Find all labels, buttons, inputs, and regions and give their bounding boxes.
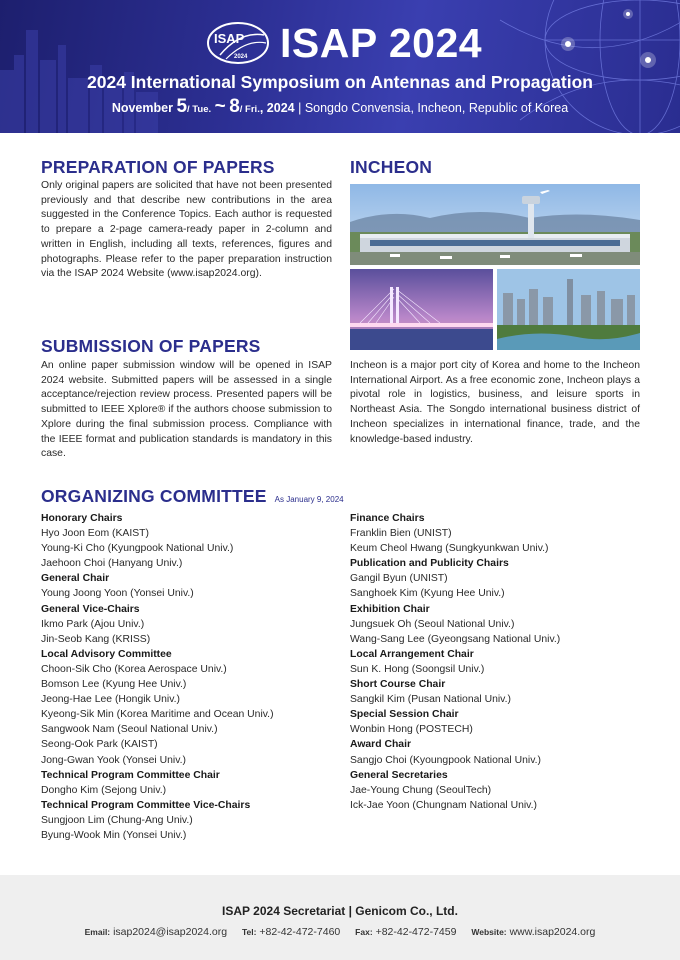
committee-member: Wang-Sang Lee (Gyeongsang National Univ.) [350,633,561,645]
tel-label: Tel: [241,927,257,937]
date-year: , 2024 [259,101,295,115]
date-tilde: ~ [214,96,226,117]
submission-heading: SUBMISSION OF PAPERS [41,336,261,356]
committee-member: Choon-Sik Cho (Korea Aerospace Univ.) [41,663,227,675]
incheon-heading: INCHEON [350,157,433,177]
isap-logo [206,21,270,65]
committee-heading [41,486,344,507]
email-contact [85,926,227,938]
website-label: Website: [471,927,507,937]
committee-member: Hyo Joon Eom (KAIST) [41,528,149,540]
committee-member: Bomson Lee (Kyung Hee Univ.) [41,679,187,691]
committee-role: General Secretaries [350,769,448,781]
committee-member: Sangwook Nam (Seoul National Univ.) [41,724,218,736]
committee-member: Young Joong Yoon (Yonsei Univ.) [41,588,194,600]
committee-member: Sangkil Kim (Pusan National Univ.) [350,694,511,706]
committee-role: Award Chair [350,739,412,751]
committee-member: Keum Cheol Hwang (Sungkyunkwan Univ.) [350,543,549,555]
email-value[interactable]: isap2024@isap2024.org [113,926,228,938]
committee-member: Ikmo Park (Ajou Univ.) [41,618,145,630]
committee-role: Local Advisory Committee [41,648,172,660]
committee-right-column [350,511,650,813]
committee-role: General Chair [41,573,110,585]
logo-text: ISAP [214,31,245,46]
committee-role: Honorary Chairs [41,513,123,524]
committee-role: Finance Chairs [350,513,425,524]
incheon-bridge-photo [350,269,493,350]
committee-member: Sanghoek Kim (Kyung Hee Univ.) [350,588,505,600]
fax-value: +82-42-472-7459 [375,926,457,938]
tel-contact [242,926,340,938]
header-banner [0,0,680,133]
committee-member: Jae-Young Chung (SeoulTech) [350,784,492,796]
symposium-subtitle: 2024 International Symposium on Antennas and Propagation [87,72,593,92]
committee-member: Young-Ki Cho (Kyungpook National Univ.) [41,543,234,555]
logo-year: 2024 [234,54,248,60]
committee-member: Franklin Bien (UNIST) [350,528,452,540]
date-start-dow: / Tue. [187,104,212,115]
tel-value: +82-42-472-7460 [259,926,341,938]
committee-member: Gangil Byun (UNIST) [350,573,448,585]
email-label: Email: [84,927,111,937]
committee-role: Technical Program Committee Vice-Chairs [41,799,251,811]
committee-date-note: As January 9, 2024 [274,495,344,504]
date-end-dow: / Fri. [239,104,260,115]
submission-body: An online paper submission window will be opened in ISAP 2024 website. Submitted papers will be assessed in a single acceptance/rejection review process. Presented papers will be submitted to IEEE Xplore® if the authors choose submission to Xplore during the final submission process. Compliance with the IEEE format and publication standards is mandatory in this case. [41,360,332,460]
committee-role: Short Course Chair [350,679,446,691]
preparation-heading: PREPARATION OF PAPERS [41,157,275,177]
committee-role: Technical Program Committee Chair [41,769,220,781]
preparation-body: Only original papers are solicited that have not been presented previously and that describe new contributions in the area suggested in the Conference Topics. Each author is requested to prepare a 2-page camera-ready paper in 2-column and written in English, including all texts, references, figures and photographs. Please refer to the paper preparation instruction via the ISAP 2024 Website (www.isap2024.org). [41,180,332,280]
committee-role: Special Session Chair [350,709,459,721]
committee-member: Jeong-Hae Lee (Hongik Univ.) [41,694,180,706]
committee-role: Publication and Publicity Chairs [350,558,509,570]
committee-role: Exhibition Chair [350,603,430,615]
committee-member: Jin-Seob Kang (KRISS) [41,633,151,645]
committee-member: Sun K. Hong (Soongsil Univ.) [350,663,485,675]
committee-left-column [41,511,341,843]
footer [0,875,680,960]
fax-contact [355,926,456,938]
date-start-day: 5 [176,96,188,117]
brand-title: ISAP 2024 [280,20,483,66]
committee-member: Jungsuek Oh (Seoul National Univ.) [350,618,515,630]
contact-line [0,926,680,938]
committee-member: Byung-Wook Min (Yonsei Univ.) [41,829,187,841]
website-contact [471,926,595,938]
committee-member: Ick-Jae Yoon (Chungnam National Univ.) [350,799,537,811]
venue: | Songdo Convensia, Incheon, Republic of Korea [298,101,569,115]
committee-member: Sangjo Choi (Kyoungpook National Univ.) [350,754,541,766]
date-venue-line [0,96,680,118]
date-month: November [111,101,173,115]
fax-label: Fax: [355,927,373,937]
committee-member: Seong-Ook Park (KAIST) [41,739,158,751]
committee-member: Jong-Gwan Yook (Yonsei Univ.) [41,754,186,766]
committee-role: General Vice-Chairs [41,603,140,615]
committee-member: Kyeong-Sik Min (Korea Maritime and Ocean Univ.) [41,709,274,721]
incheon-airport-photo [350,184,640,265]
songdo-city-photo [497,269,640,350]
incheon-body: Incheon is a major port city of Korea and home to the Incheon International Airport. As a free economic zone, Incheon plays a pivotal role in logistics, business, and leisure sports in Northeast Asia. The Songdo international business district of Incheon specializes in international finance, trade, and the knowledge-based industry. [350,360,640,445]
committee-title: ORGANIZING COMMITTEE [41,486,267,506]
committee-member: Sungjoon Lim (Chung-Ang Univ.) [41,814,193,826]
committee-member: Jaehoon Choi (Hanyang Univ.) [41,558,183,570]
committee-role: Local Arrangement Chair [350,648,474,660]
website-link[interactable]: www.isap2024.org [509,926,596,938]
secretariat-title: ISAP 2024 Secretariat | Genicom Co., Ltd. [222,904,458,918]
date-end-day: 8 [229,96,240,117]
committee-member: Wonbin Hong (POSTECH) [350,724,473,736]
committee-member: Dongho Kim (Sejong Univ.) [41,784,167,796]
